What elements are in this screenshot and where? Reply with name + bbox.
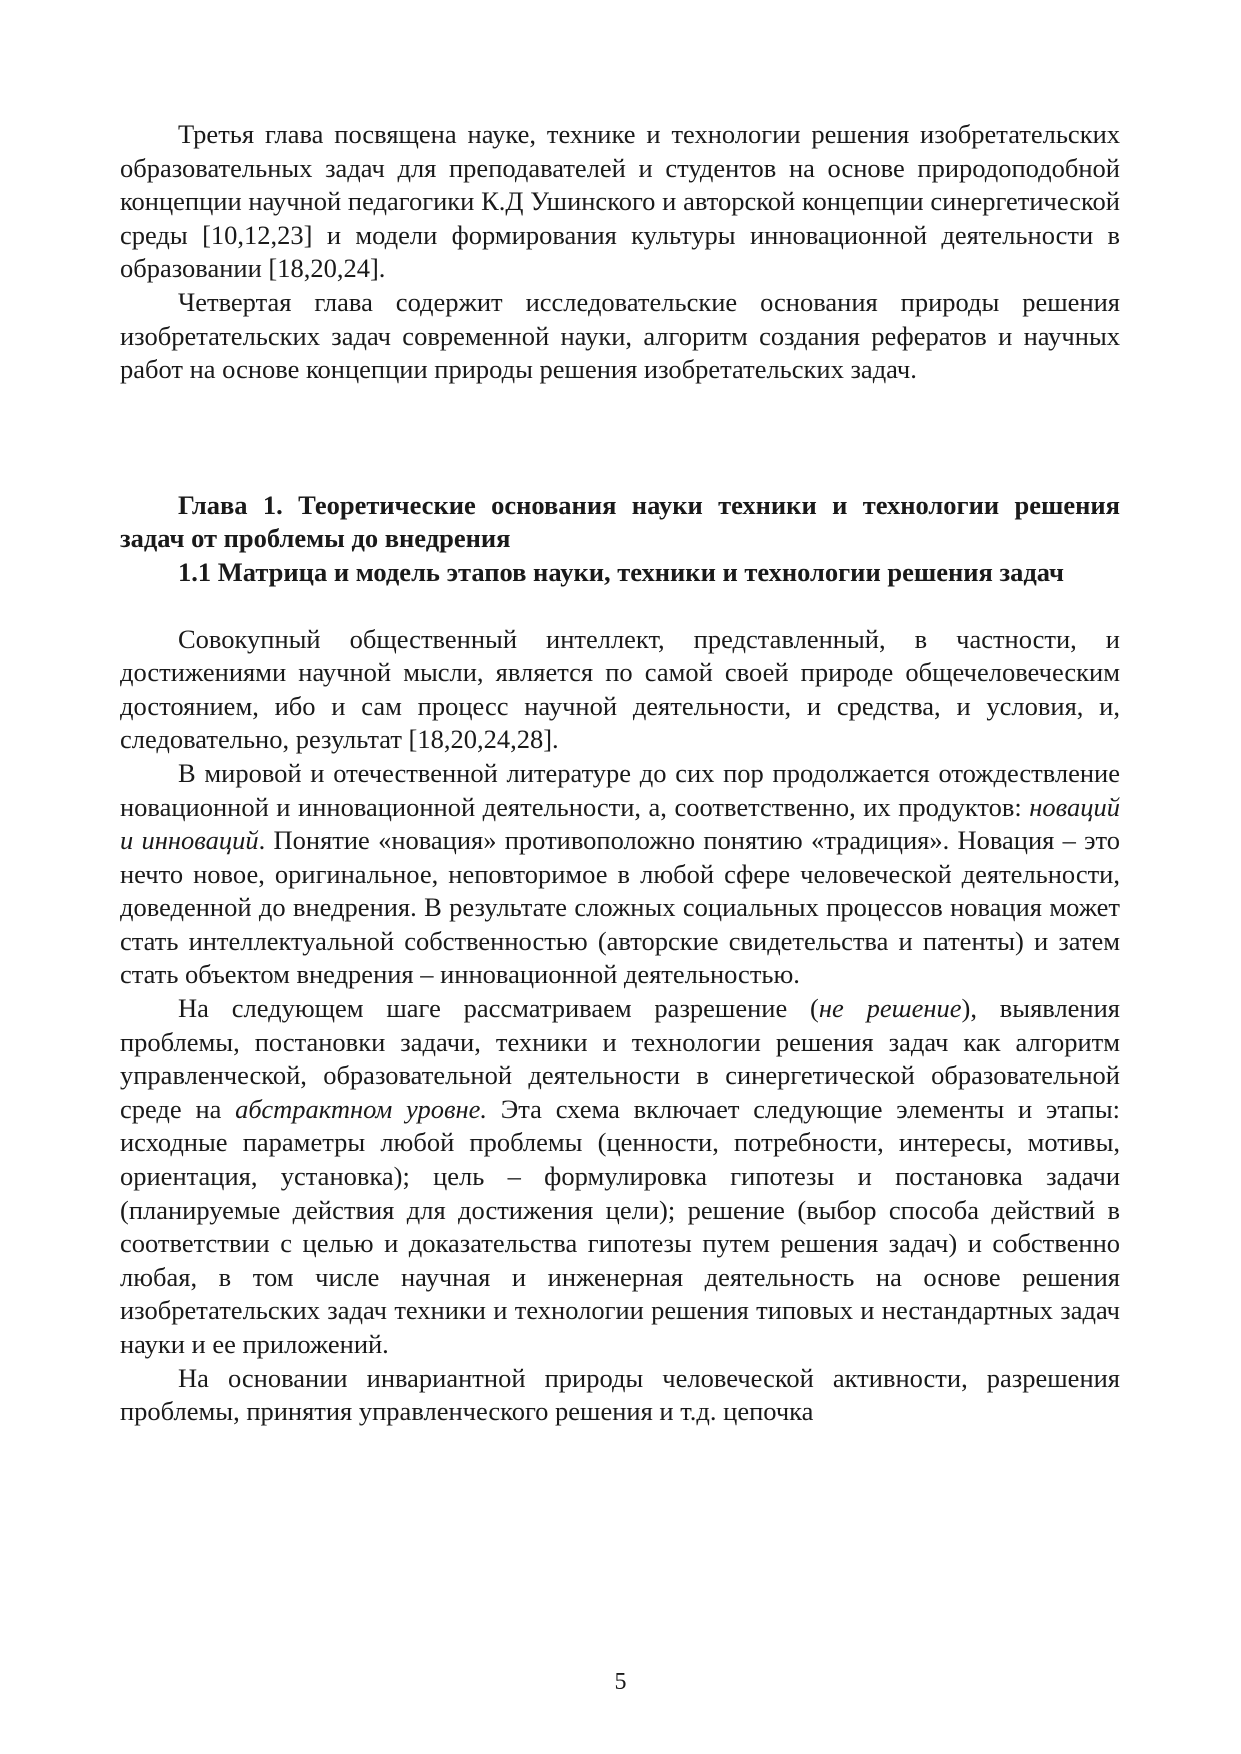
- text-run: ), выявления проблемы, постановки задачи, техники и технологии решения задач как алгоритм управленческой, образовательной деятельности в синергетической образовательной среде на: [120, 993, 1120, 1124]
- italic-term: новаций и инноваций: [120, 791, 1120, 856]
- text-run: На следующем шаге рассматриваем разрешение (: [178, 993, 819, 1024]
- section-title: 1.1 Матрица и модель этапов науки, техники и технологии решения задач: [178, 556, 1064, 587]
- italic-term: абстрактном уровне.: [235, 1093, 488, 1124]
- spacer-small: [120, 590, 1120, 623]
- body-paragraph-4: На основании инвариантной природы человеческой активности, разрешения проблемы, принятия управленческого решения и т.д. цепочка: [120, 1362, 1120, 1427]
- text-run: . Понятие «новация» противоположно понятию «традиция». Новация – это нечто новое, оригинальное, неповторимое в любой сфере человеческой деятельности, доведенной до внедрения. В результате сложных социальных процессов новация может стать интеллектуальной собственностью (авторские свидетельства и патенты) и затем стать объектом внедрения – инновационной деятельностью.: [120, 825, 1120, 990]
- page-content: [120, 118, 1120, 1429]
- text-run: Эта схема включает следующие элементы и этапы: исходные параметры любой проблемы (ценности, потребности, интересы, мотивы, ориентация, установка); цель – формулировка гипотезы и постановка задачи (планируемые действия для достижения цели); решение (выбор способа действий в соответствии с целью и доказательства гипотезы путем решения задач) и собственно любая, в том числе научная и инженерная деятельность на основе решения изобретательских задач техники и технологии решения типовых и нестандартных задач науки и ее приложений.: [120, 1093, 1121, 1359]
- text-run: В мировой и отечественной литературе до сих пор продолжается отождествление новационной и инновационной деятельности, а, соответственно, их продуктов:: [120, 757, 1120, 822]
- italic-term: не решение: [818, 993, 962, 1024]
- body-paragraph-1: Совокупный общественный интеллект, представленный, в частности, и достижениями научной мысли, является по самой своей природе общечеловеческим достоянием, ибо и сам процесс научной деятельности, и средства, и условия, и, следовательно, результат [18,20,24,28].: [120, 623, 1120, 755]
- chapter-title: Глава 1. Теоретические основания науки техники и технологии решения задач от проблемы до внедрения: [120, 489, 1120, 554]
- intro-paragraph-2: Четвертая глава содержит исследовательские основания природы решения изобретательских задач современной науки, алгоритм создания рефератов и научных работ на основе концепции природы решения изобретательских задач.: [120, 286, 1120, 385]
- body-paragraph-3: [120, 992, 1120, 1362]
- intro-paragraph-1: Третья глава посвящена науке, технике и технологии решения изобретательских образовательных задач для преподавателей и студентов на основе природоподобной концепции научной педагогики К.Д Ушинского и авторской концепции синергетической среды [10,12,23] и модели формирования культуры инновационной деятельности в образовании [18,20,24].: [120, 119, 1120, 284]
- intro-block: [120, 118, 1120, 387]
- page-number: 5: [614, 1669, 627, 1695]
- spacer: [120, 387, 1120, 489]
- body-paragraph-2: [120, 757, 1120, 992]
